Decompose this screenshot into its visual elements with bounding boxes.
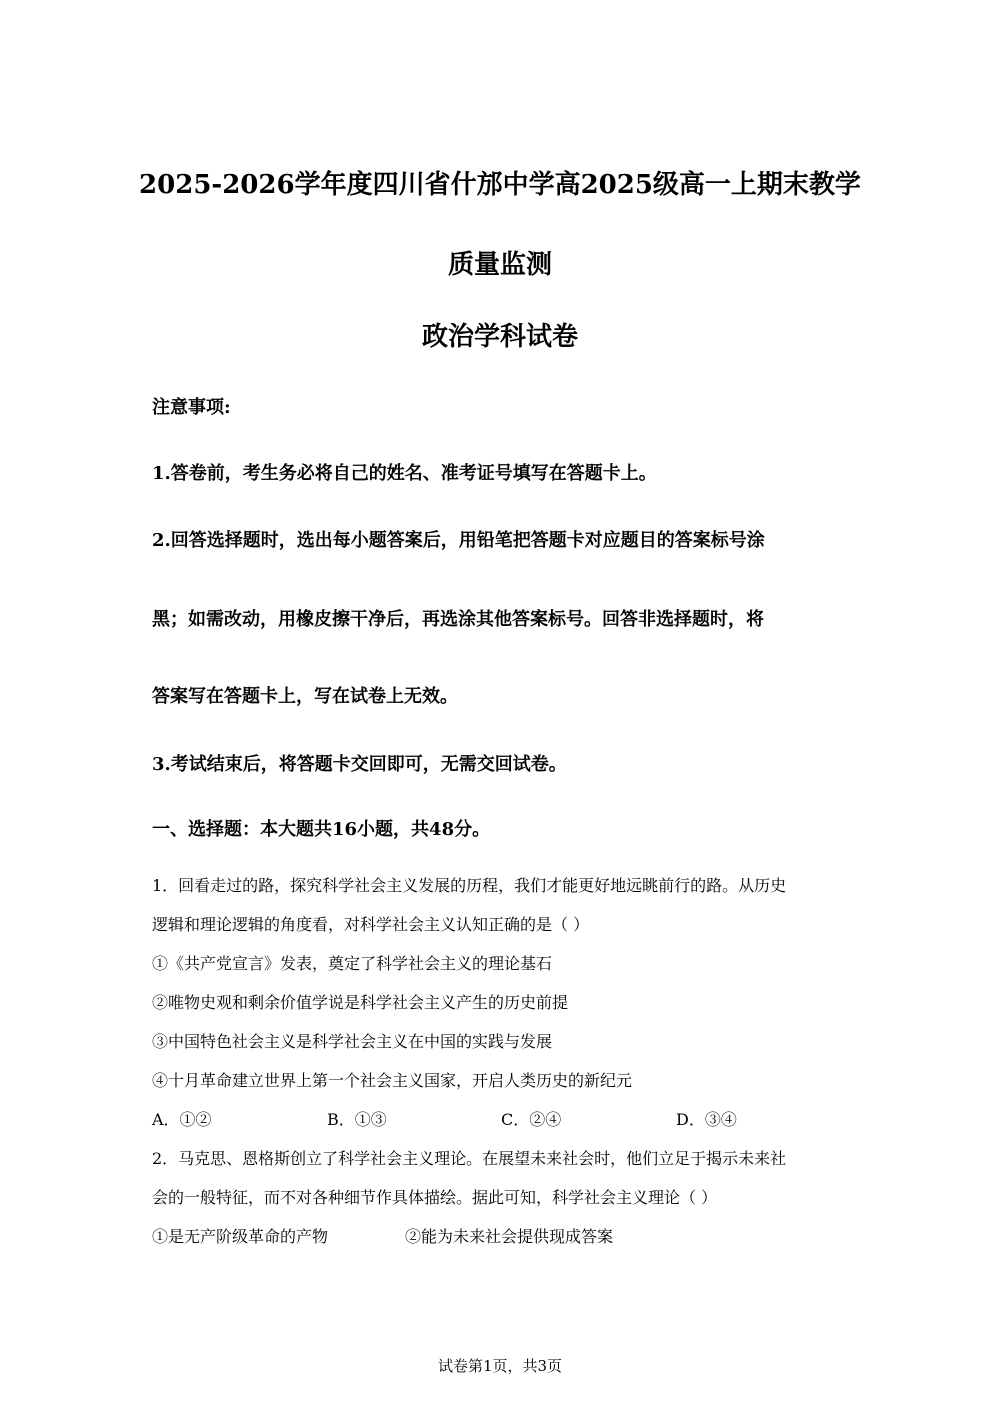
notice-item-2-line2: 黑；如需改动，用橡皮擦干净后，再选涂其他答案标号。回答非选择题时，将 bbox=[152, 609, 764, 630]
exam-title-line1: 2025-2026学年度四川省什邡中学高2025级高一上期末教学 bbox=[139, 170, 861, 200]
notice-item-2-line3: 答案写在答题卡上，写在试卷上无效。 bbox=[152, 686, 458, 707]
question-1-stem-line2: 逻辑和理论逻辑的角度看，对科学社会主义认知正确的是（ ） bbox=[152, 915, 590, 934]
question-2-stem-line2: 会的一般特征，而不对各种细节作具体描绘。据此可知，科学社会主义理论（ ） bbox=[152, 1188, 718, 1207]
exam-title-line2: 质量监测 bbox=[447, 250, 552, 280]
notice-item-1: 1.答卷前，考生务必将自己的姓名、准考证号填写在答题卡上。 bbox=[152, 463, 657, 484]
question-1-statement-1: ①《共产党宣言》发表，奠定了科学社会主义的理论基石 bbox=[152, 954, 553, 973]
question-1-option-b: B．①③ bbox=[327, 1110, 387, 1129]
notice-item-3: 3.考试结束后，将答题卡交回即可，无需交回试卷。 bbox=[152, 754, 567, 775]
page-footer: 试卷第1页，共3页 bbox=[437, 1357, 563, 1375]
section-heading: 一、选择题：本大题共16小题，共48分。 bbox=[152, 819, 491, 840]
question-2-statement-2: ②能为未来社会提供现成答案 bbox=[405, 1227, 614, 1246]
question-2-stem-line1: 2．马克思、恩格斯创立了科学社会主义理论。在展望未来社会时，他们立足于揭示未来社 bbox=[152, 1149, 787, 1168]
question-1-option-c: C．②④ bbox=[501, 1110, 562, 1129]
question-1-option-a: A．①② bbox=[152, 1110, 212, 1129]
question-1-statement-3: ③中国特色社会主义是科学社会主义在中国的实践与发展 bbox=[152, 1032, 553, 1051]
exam-subtitle: 政治学科试卷 bbox=[421, 322, 578, 352]
question-1-stem-line1: 1．回看走过的路，探究科学社会主义发展的历程，我们才能更好地远眺前行的路。从历史 bbox=[152, 876, 787, 895]
question-2-statement-1: ①是无产阶级革命的产物 bbox=[152, 1227, 329, 1246]
question-1-statement-2: ②唯物史观和剩余价值学说是科学社会主义产生的历史前提 bbox=[152, 993, 569, 1012]
question-1-statement-4: ④十月革命建立世界上第一个社会主义国家，开启人类历史的新纪元 bbox=[152, 1071, 633, 1090]
notice-heading: 注意事项: bbox=[152, 397, 231, 418]
notice-item-2-line1: 2.回答选择题时，选出每小题答案后，用铅笔把答题卡对应题目的答案标号涂 bbox=[152, 530, 765, 551]
question-1-option-d: D．③④ bbox=[676, 1110, 737, 1129]
